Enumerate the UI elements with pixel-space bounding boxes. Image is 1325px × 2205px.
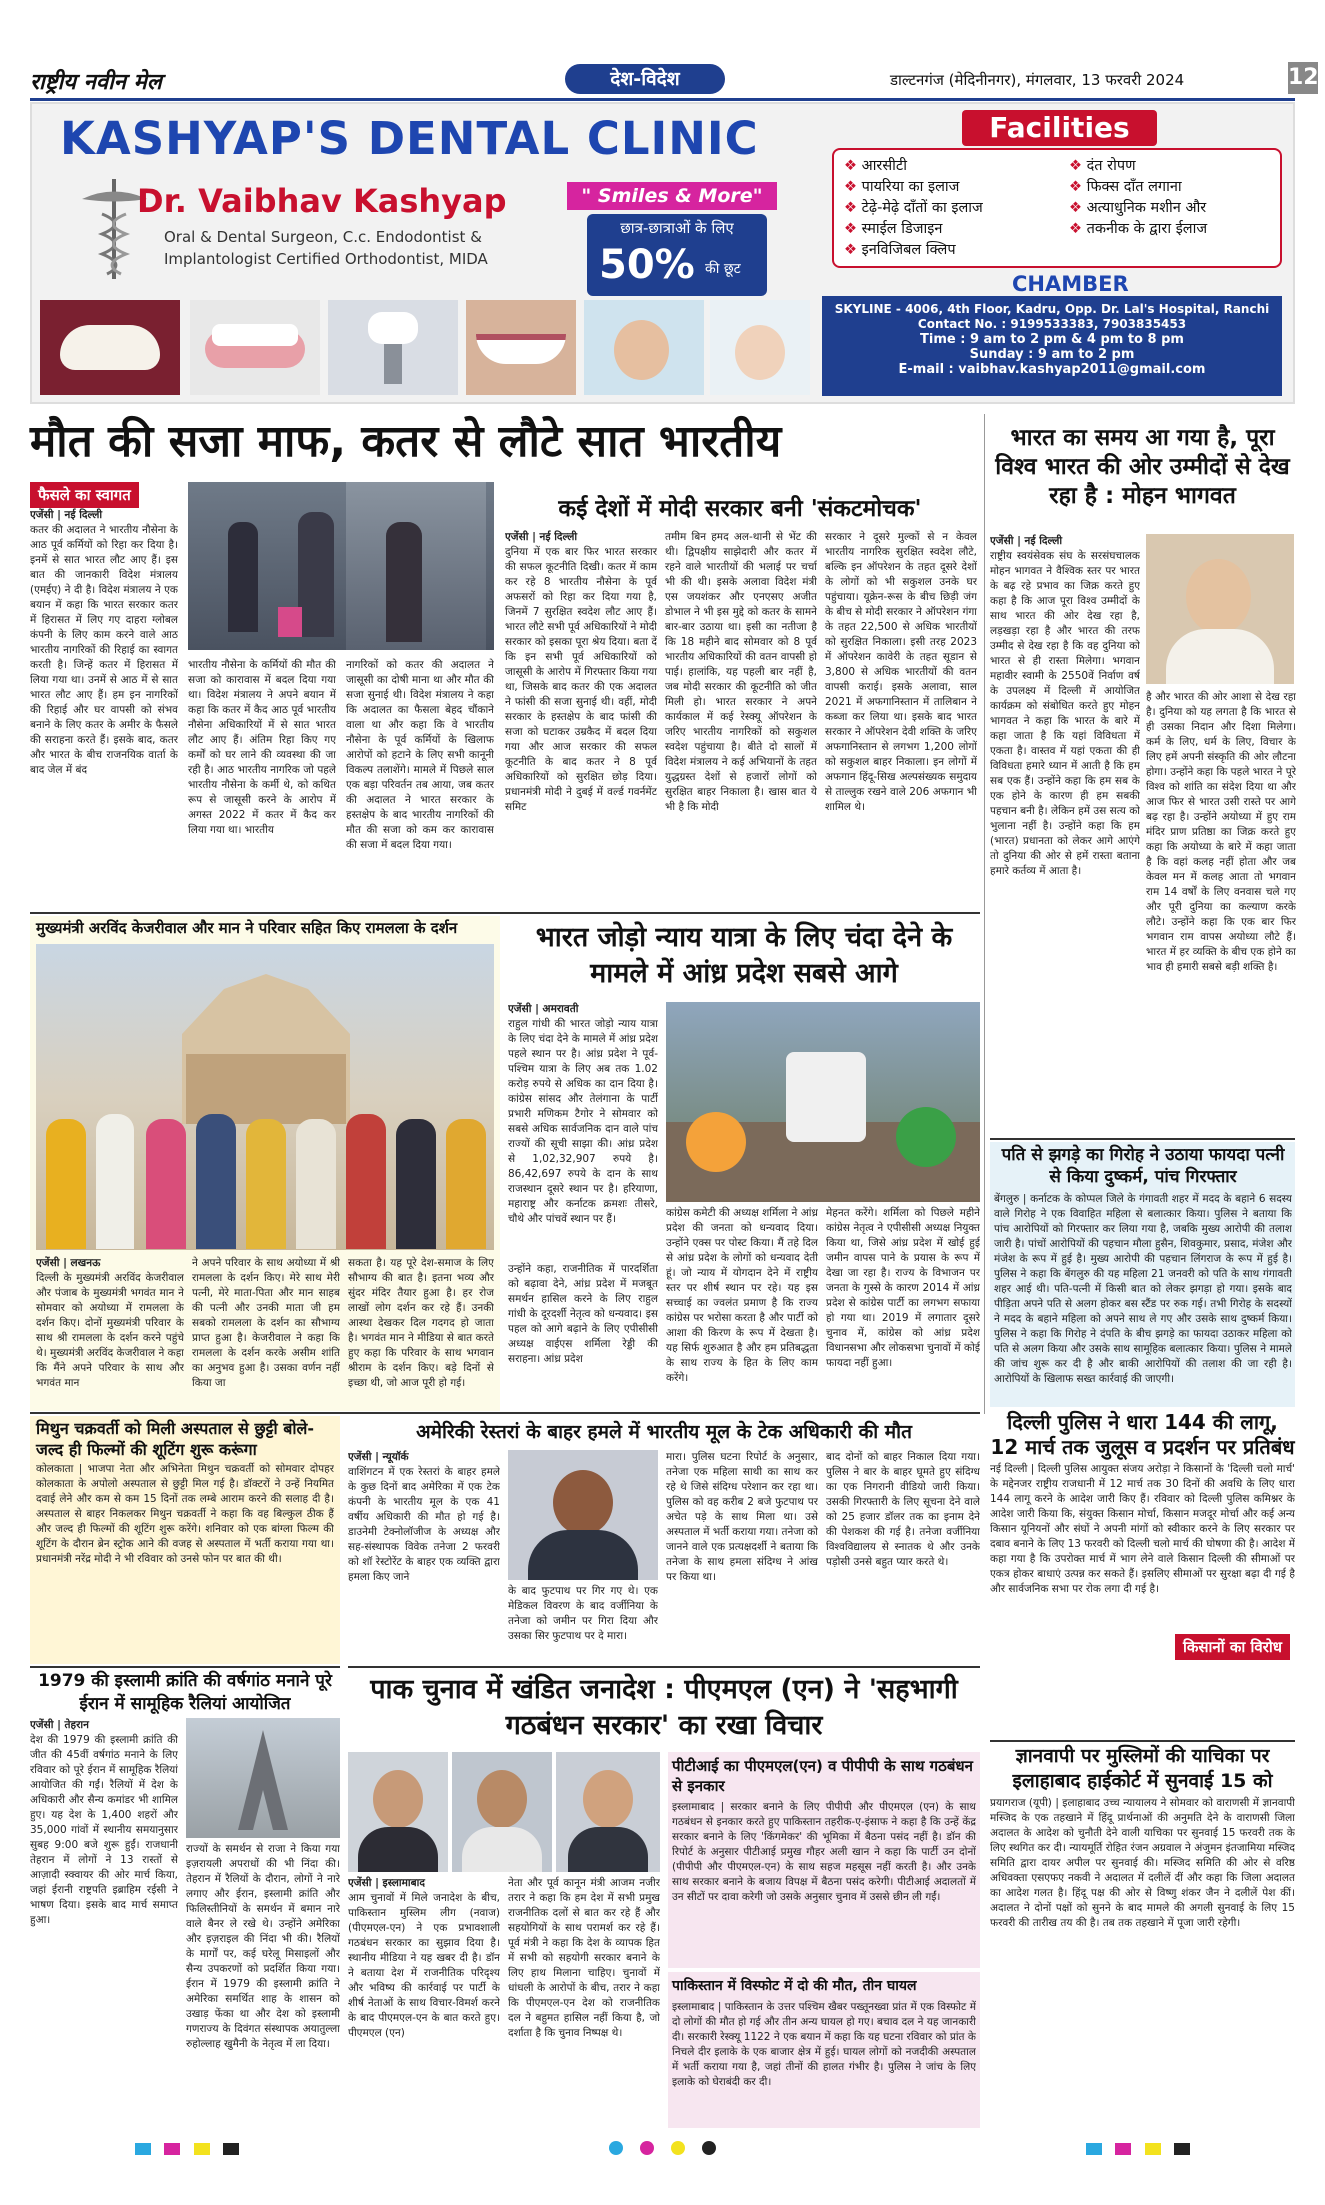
story12-body-col1 <box>348 1876 500 2128</box>
reg-black-block-2 <box>1174 2143 1190 2155</box>
section-label: देश-विदेश <box>565 64 725 94</box>
facility-right-item <box>1069 219 1279 240</box>
rule-mid-3 <box>30 1666 340 1668</box>
story10-body-col2: के बाद फुटपाथ पर गिर गए थे। एक मेडिकल विवरण के बाद वर्जीनिया के तनेजा को जमीन पर गिरा दिया और उसका सिर फुटपाथ पर दे मारा। <box>508 1585 658 1642</box>
story3-body-col2: है और भारत की ओर आशा से देख रहा है। दुनिया को यह लगता है कि भारत से ही उसका निदान और दिशा मिलेगा। कर्म के लिए, धर्म के लिए, विचार के लिए हमें अपनी संस्कृति की ओर लौटना होगा। उन्होंने कहा कि पहले भारत ने पूरे विश्व को शांति का संदेश दिया था और आज फिर से भारत उसी रास्ते पर आगे बढ़ रहा है। उन्होंने अयोध्या में हुए राम मंदिर प्राण प्रतिष्ठा का जिक्र करते हुए कहा कि अयोध्या के बारे में कहा जाता है कि वहां कलह नहीं होता और जब केवल मन में कलह आता तो भगवान राम 14 वर्षों के लिए वनवास चले गए और पूरी दुनिया का कल्याण करके लौटे। उन्होंने कहा कि एक बार फिर भगवान राम वापस अयोध्या लौटे हैं। भारत में हर व्यक्ति के बीच एक होने का भाव ही हमारी सबसे बड़ी शक्ति है। <box>1146 691 1296 973</box>
facility-right-label: तकनीक के द्वारा ईलाज <box>1086 221 1208 237</box>
ram-temple-photo <box>36 944 494 1250</box>
facilities-box <box>832 148 1282 268</box>
tagline: " Smiles & More" <box>567 182 777 210</box>
paper-name: राष्ट्रीय नवीन मेल <box>30 70 162 95</box>
story4-headline: मुख्यमंत्री अरविंद केजरीवाल और मान ने परिवार सहित किए रामलला के दर्शन <box>36 919 458 937</box>
story5-body-col3: कांग्रेस कमेटी की अध्यक्ष शर्मिला ने आंध्र प्रदेश की जनता को धन्यवाद दिया। उन्होंने एक्स पर पोस्ट किया। मैं तहे दिल से आंध्र प्रदेश के लोगों को धन्यवाद देती हूं। जो न्याय में योगदान देने में राष्ट्रीय स्तर पर शीर्ष स्थान पर रहे। यह इस सच्चाई का ज्वलंत प्रमाण है कि राज्य कांग्रेस पर भरोसा करता है और पार्टी को आशा की किरण के रूप में देखता है। यह सिर्फ शुरुआत है और हम प्रतिबद्धता के साथ राज्य के हित के लिए काम करेंगे। <box>666 1207 818 1384</box>
clinic-name: KASHYAP'S DENTAL CLINIC <box>60 112 759 165</box>
discount-label: छात्र-छात्राओं के लिए <box>620 219 734 237</box>
reg-yellow-block <box>194 2143 210 2155</box>
print-registration-bar <box>30 2140 1295 2160</box>
story3-body-col1 <box>990 534 1140 1134</box>
story11-body-col2: राज्यों के समर्थन से राजा ने किया गया इज़रायली अपराधों की भी निंदा की। तेहरान में रैलियों के दौरान, लोगों ने नारे लगाए और ईरान, इस्लामी क्रांति और फिलिस्तीनियों के समर्थन में बमान नारे वाले बैनर ले रखे थे। उन्होंने अमेरिका और इज़राइल की निंदा भी की। रैलियों के मार्गों पर, कई घरेलू मिसाइलों और सैन्य उपकरणों को प्रदर्शित किया गया। ईरान में 1979 की इस्लामी क्रांति ने अमेरिका समर्थित शाह के शासन को उखाड़ फेंका था और देश को इस्लामी गणराज्य के दिवंगत संस्थापक अयातुल्ला रुहोल्लाह खुमैनी के नेतृत्व में ला दिया। <box>186 1843 340 2050</box>
story9-headline: मिथुन चक्रवर्ती को मिली अस्पताल से छुट्टी बोले- जल्द ही फिल्मों की शूटिंग शुरू करूंगा <box>36 1419 314 1459</box>
story10-headline: अमेरिकी रेस्तरां के बाहर हमले में भारतीय मूल के टेक अधिकारी की मौत <box>416 1421 912 1443</box>
story3-headline: भारत का समय आ गया है, पूरा विश्व भारत की ओर उम्मीदों से देख रहा है : मोहन भागवत <box>995 425 1290 509</box>
story5-text-1: राहुल गांधी की भारत जोड़ो न्याय यात्रा के लिए चंदा देने के मामले में आंध्र प्रदेश पहले स्थान पर है। आंध्र प्रदेश ने पूर्व-पश्चिम यात्रा के लिए अब तक 1.02 करोड़ रुपये से अधिक का दान दिया है। कांग्रेस सांसद और तेलंगाना के पार्टी प्रभारी मणिकम टैगोर ने सोमवार को सबसे अधिक सार्वजनिक दान वाले पांच राज्यों की सूची साझा की। आंध्र प्रदेश से 1,02,32,907 रुपये है। 86,42,697 रुपये के दान के साथ राजस्थान दूसरे स्थान पर है। हरियाणा, महाराष्ट्र और कर्नाटक क्रमशः तीसरे, चौथे और पांचवें स्थान पर हैं। <box>508 1018 658 1225</box>
facility-right-item <box>1069 177 1279 198</box>
story5-dateline: एजेंसी | अमरावती <box>508 1003 579 1015</box>
dateline: डाल्टनगंज (मेदिनीनगर), मंगलवार, 13 फरवरी 2024 <box>890 71 1185 89</box>
qualification-1: Oral & Dental Surgeon, C.c. Endodontist & <box>164 228 482 246</box>
chamber-email: E-mail : vaibhav.kashyap2011@gmail.com <box>898 362 1206 377</box>
story10-dateline: एजेंसी | न्यूयॉर्क <box>348 1451 409 1463</box>
story3-dateline: एजेंसी | नई दिल्ली <box>990 535 1063 547</box>
story7-tag: किसानों का विरोध <box>1175 1634 1290 1660</box>
rule-mid-1 <box>30 912 980 914</box>
story1-body-col3: नागरिकों को कतर की अदालत ने जासूसी का दोषी माना था और मौत की सजा सुनाई थी। विदेश मंत्रालय ने कहा कि अदालत का फैसला बेहद चौंकाने वाला था और कहा कि वे भारतीय नौसेना के पूर्व कर्मियों के खिलाफ आरोपों को हटाने के लिए सभी कानूनी विकल्प तलाशेंगे। मामले में पिछले साल एक बड़ा परिवर्तन तब आया, जब कतर की अदालत ने भारत सरकार के हस्तक्षेप के बाद भारतीय नागरिकों की मौत की सजा को कम कर कारावास की सजा में बदल दिया गया। <box>346 659 494 851</box>
story8-body: प्रयागराज (यूपी) | इलाहाबाद उच्च न्यायालय ने सोमवार को वाराणसी में ज्ञानवापी मस्जिद के एक तहखाने में हिंदू प्रार्थनाओं की अनुमति देने के वाराणसी जिला अदालत के आदेश को चुनौती देने वाली याचिका पर सुनवाई 15 फरवरी तक के लिए स्थगित कर दी। न्यायमूर्ति रोहित रंजन अग्रवाल ने अंजुमन इंतजामिया मस्जिद समिति द्वारा दायर अपील पर सुनवाई की। मस्जिद समिति की ओर से वरिष्ठ अधिवक्ता एसएफए नकवी ने अदालत में दलीलें दीं और कहा कि जिला अदालत का आदेश गलत है। हिंदू पक्ष की ओर से विष्णु शंकर जैन ने दलीलें पेश कीं। अदालत ने दोनों पक्षों को सुनने के बाद मामले की अगली सुनवाई के लिए 15 फरवरी की तारीख तय की है। तब तक तहखाने में पूजा जारी रहेगी। <box>990 1797 1295 1929</box>
reg-black-dot <box>702 2141 716 2155</box>
masthead-rule <box>30 98 1295 101</box>
bullet-icon: ❖ <box>844 179 862 195</box>
bullet-icon: ❖ <box>844 200 862 216</box>
reg-magenta-dot <box>640 2141 654 2155</box>
checkup-image <box>584 300 704 395</box>
story5-body-col4: मेहनत करेंगे। शर्मिला को पिछले महीने कांग्रेस नेतृत्व ने एपीसीसी अध्यक्ष नियुक्त किया था, जिसे आंध्र प्रदेश में खोई हुई जमीन वापस पाने के प्रयास के रूप में देखा जा रहा है। राज्य के विभाजन पर जनता के गुस्से के कारण 2014 में आंध्र प्रदेश से कांग्रेस पार्टी का लगभग सफाया हो गया था। 2019 में लगातार दूसरे चुनाव में, कांग्रेस को आंध्र प्रदेश विधानसभा और लोकसभा चुनावों में कोई फायदा नहीं हुआ। <box>826 1207 980 1369</box>
story4-body-col2: ने अपने परिवार के साथ अयोध्या में श्री रामलला के दर्शन किए। मेरे साथ मेरी पत्नी, मेरे माता-पिता और मान साहब की पत्नी और उनकी माता जी हम सबको रामलला के दर्शन का सौभाग्य प्राप्त हुआ है। केजरीवाल ने कहा कि रामलला के दर्शन करके असीम शांति का अनुभव हुआ है। उसका वर्णन नहीं किया जा <box>192 1257 340 1389</box>
facility-left-label: स्माईल डिजाइन <box>861 221 943 237</box>
reg-cyan-dot <box>609 2141 623 2155</box>
story5-body-col2: उन्होंने कहा, राजनीतिक में पारदर्शिता को बढ़ावा देने, आंध्र प्रदेश में मजबूत समर्थन हासिल करने के लिए राहुल गांधी के दूरदर्शी नेतृत्व को धन्यवाद। इस पहल को आगे बढ़ाने के लिए एपीसीसी अध्यक्ष वाईएस शर्मिला रेड्डी की सराहना। आंध्र प्रदेश <box>508 1263 658 1365</box>
story2-headline: कई देशों में मोदी सरकार बनी 'संकटमोचक' <box>558 496 922 522</box>
story2-body-col3: सरकार ने दूसरे मुल्कों से न केवल भारतीय नागरिक सुरक्षित स्वदेश लौटे, बल्कि इन ऑपरेशन के तहत दूसरे देशों के लोगों को भी सकुशल उनके घर पहुंचाया। यूक्रेन-रूस के बीच छिड़ी जंग के बीच से मोदी सरकार ने ऑपरेशन गंगा के तहत 22,500 से अधिक भारतीयों को सुरक्षित निकाला। इसी तरह 2023 में ऑपरेशन कावेरी के तहत सूडान से 3,800 से अधिक भारतीयों की वतन वापसी कराई। इसके अलावा, साल 2021 में अफगानिस्तान में तालिबान ने कब्जा कर लिया था। इसके बाद भारत सरकार ने ऑपरेशन देवी शक्ति के जरिए अफगानिस्तान से लगभग 1,200 लोगों को सकुशल बाहर निकाला। इन लोगों में अफगान हिंदू-सिख अल्पसंख्यक समुदाय से ताल्लुक रखने वाले 206 अफगान भी शामिल थे। <box>825 531 977 813</box>
masthead <box>30 62 1319 98</box>
chamber-address: SKYLINE - 4006, 4th Floor, Kadru, Opp. Dr. Lal's Hospital, Ranchi <box>834 302 1270 316</box>
bullet-icon: ❖ <box>844 221 862 237</box>
story4-dateline: एजेंसी | लखनऊ <box>36 1257 101 1269</box>
story12-box2-body: इस्लामाबाद | पाकिस्तान के उत्तर पश्चिम खैबर पख्तूनख्वा प्रांत में एक विस्फोट में दो लोगों की मौत हो गई और तीन अन्य घायल हो गए। बचाव दल ने यह जानकारी दी। सरकारी रेस्क्यू 1122 ने एक बयान में कहा कि यह घटना रविवार को प्रांत के निचले दीर इलाके के एक बाजार क्षेत्र में हुई। घायल लोगों को नजदीकी अस्पताल में भर्ती कराया गया है, जहां तीनों की हालत गंभीर है। पुलिस ने जांच के लिए इलाके को घेराबंदी कर दी। <box>672 2001 976 2088</box>
chamber-contact: Contact No. : 9199533383, 7903835453 <box>917 317 1187 331</box>
story1-body-col1 <box>30 508 178 908</box>
rule-right-2 <box>990 1740 1295 1742</box>
story7-headline: दिल्ली पुलिस ने धारा 144 की लागू, 12 मार्च तक जुलूस व प्रदर्शन पर प्रतिबंध <box>990 1410 1295 1459</box>
story10-body-col4: बाद दोनों को बाहर निकाल दिया गया। पुलिस ने बार के बाहर घूमते हुए संदिग्ध का एक निगरानी वीडियो जारी किया। उसकी गिरफ्तारी के लिए सूचना देने वाले को 25 हजार डॉलर तक का इनाम देने की पेशकश की गई है। तनेजा वर्जीनिया विश्वविद्यालय से स्नातक थे और उनके पड़ोसी उनसे बहुत प्यार करते थे। <box>826 1451 980 1568</box>
facility-left-item <box>844 177 1069 198</box>
story11-dateline: एजेंसी | तेहरान <box>30 1719 89 1731</box>
facility-left-label: आरसीटी <box>861 158 907 174</box>
story7-body: नई दिल्ली | दिल्ली पुलिस आयुक्त संजय अरोड़ा ने किसानों के 'दिल्ली चलो मार्च' के मद्देनजर राष्ट्रीय राजधानी में 12 मार्च तक 30 दिनों की अवधि के लिए धारा 144 लागू करने के आदेश जारी किए हैं। रविवार को दिल्ली पुलिस कमिश्नर के आदेश जारी किया कि, संयुक्त किसान मोर्चा, किसान मजदूर मोर्चा और कई अन्य किसान यूनियनों और संघों ने अपनी मांगों को स्वीकार करने के लिए सरकार पर दबाव बनाने के लिए 13 फरवरी को दिल्ली चलो मार्च की घोषणा की है। आदेश में कहा गया है कि उपरोक्त मार्च में भाग लेने वाले किसान दिल्ली की सीमाओं पर एकत्र होकर बाधाएं उत्पन्न कर सकते हैं। इसलिए सीमाओं पर सुरक्षा बढ़ा दी गई है और सार्वजनिक सभा पर रोक लगा दी गई है। <box>990 1463 1295 1595</box>
story3-text-1: राष्ट्रीय स्वयंसेवक संघ के सरसंघचालक मोहन भागवत ने वैश्विक स्तर पर भारत के बढ़ रहे प्रभाव का जिक्र करते हुए कहा है कि आज पूरा विश्व उम्मीदों के साथ भारत की ओर देख रहा है, लड़खड़ा रहा है और भारत की तरफ उम्मीद से देख रहा है कि वह दुनिया को भारत से ही रास्ता मिलेगा। भगवान महावीर स्वामी के 2550वें निर्वाण वर्ष के उपलक्ष्य में दिल्ली में आयोजित कार्यक्रम को संबोधित करते हुए मोहन भागवत ने कहा कि भारत के बारे में कहा जाता है कि यहां विविधता में एकता है। वास्तव में यहां एकता की ही विविधता हमारे ध्यान में आती है कि हम सब एक हैं। उन्होंने कहा कि हम सब के एक होने के कारण ही हम सबकी पहचान बनी है। लेकिन हमें उस सत्य को भुलाना नहीं है। उन्होंने कहा कि हम (भारत) प्रधानता को लेकर आगे आएंगे तो दुनिया की ओर से हमें रास्ता बताना हमारे कर्तव्य में आता है। <box>990 550 1140 877</box>
rule-right-1 <box>990 1138 1295 1140</box>
story4-body-col1 <box>36 1256 184 1406</box>
story6-body: बेंगलुरु | कर्नाटक के कोप्पल जिले के गंगावती शहर में मदद के बहाने 6 सदस्य वाले गिरोह ने एक विवाहित महिला से बलात्कार किया। पुलिस ने बताया कि पांच आरोपियों को गिरफ्तार कर लिया गया है, जबकि मुख्य आरोपी की तलाश जारी है। पांचों आरोपियों की पहचान मौला हुसैन, शिवकुमार, प्रसाद, मंजेश और मंजेश के रूप में हुई है। मुख्य आरोपी की पहचान लिंगराज के रूप में हुई है। पुलिस ने कहा कि बेंगलुरु की यह महिला 21 जनवरी को पति के साथ गंगावती शहर आई थी। पति-पत्नी में किसी बात को लेकर झगड़ा हो गया। इसके बाद पीड़िता अपने पति से अलग होकर बस स्टैंड पर रुक गई। तभी गिरोह के सदस्यों ने मदद के बहाने महिला को अपने साथ ले गए और उसके साथ दुष्कर्म किया। पुलिस ने कहा कि गिरोह ने दंपति के बीच झगड़े का फायदा उठाकर महिला को पति से अलग किया और उसके साथ सामूहिक बलात्कार किया। पुलिस ने मामले की जांच शुरू कर दी है और बाकी आरोपियों की तलाश की जा रही है। आरोपियों के खिलाफ सख्त कार्रवाई की जाएगी। <box>994 1193 1292 1385</box>
story1-headline: मौत की सजा माफ, कतर से लौटे सात भारतीय <box>30 416 782 467</box>
qualification-2: Implantologist Certified Orthodontist, MIDA <box>164 250 488 268</box>
facility-right-label: फिक्स दाँत लगाना <box>1086 179 1182 195</box>
facility-left-item <box>844 156 1069 177</box>
dental-clinic-ad <box>30 102 1295 404</box>
reg-yellow-block-2 <box>1145 2143 1161 2155</box>
bullet-icon: ❖ <box>844 242 862 258</box>
facility-right-item <box>1069 198 1279 219</box>
story5-headline: भारत जोड़ो न्याय यात्रा के लिए चंदा देने के मामले में आंध्र प्रदेश सबसे आगे <box>535 922 953 989</box>
chamber-box <box>822 296 1282 396</box>
discount-value: 50% <box>599 242 695 288</box>
facility-left-label: इनविजिबल क्लिप <box>861 242 956 258</box>
story1-dateline: एजेंसी | नई दिल्ली <box>30 509 103 521</box>
smile-image <box>466 300 576 395</box>
reg-magenta-block-2 <box>1115 2143 1131 2155</box>
story11-text-1: देश की 1979 की इस्लामी क्रांति की जीत की 45वीं वर्षगांठ मनाने के लिए रविवार को पूरे ईरान में सामूहिक रैलियां आयोजित की गईं। रैलियों में देश के अधिकारी और सैन्य कमांडर भी शामिल हुए। यह देश के 1,400 शहरों और 35,000 गांवों में स्थानीय समयानुसार सुबह 9:00 बजे शुरू हुईं। राजधानी तेहरान में लोगों ने 13 रास्तों से आज़ादी स्क्वायर की ओर मार्च किया, जहां ईरानी राष्ट्रपति इब्राहिम रईसी ने भाषण दिया। इसके बाद मार्च समाप्त हुआ। <box>30 1734 178 1926</box>
rule-mid-4 <box>348 1666 980 1668</box>
story12-box1-title: पीटीआई का पीएमएल(एन) व पीपीपी के साथ गठबंधन से इनकार <box>672 1757 973 1795</box>
story1-text-1: कतर की अदालत ने भारतीय नौसेना के आठ पूर्व कर्मियों को रिहा कर दिया है। इनमें से सात भारत लौट आए हैं। इस बात की जानकारी विदेश मंत्रालय (एमईए) ने दी है। विदेश मंत्रालय ने एक बयान में कहा कि भारत सरकार कतर में हिरासत में लिए गए दाहरा ग्लोबल कंपनी के लिए काम करने वाले आठ भारतीय नागरिकों की रिहाई का स्वागत करती है। जिन्हें कतर में हिरासत में लिया गया था। उनमें से आठ में से सात भारत लौट आए हैं। हम इन नागरिकों की रिहाई और घर वापसी को संभव बनाने के लिए कतर के अमीर के फैसले की सराहना करते हैं। इसके बाद, कतर और भारत के बीच राजनयिक वार्ता के बाद जेल में बंद <box>30 524 178 776</box>
story10-text-1: वाशिंगटन में एक रेस्तरां के बाहर हमले के कुछ दिनों बाद अमेरिका में एक टेक कंपनी के भारतीय मूल के एक 41 वर्षीय अधिकारी की मौत हो गई है। डाउनेमी टेक्नोलॉजीज के अध्यक्ष और सह-संस्थापक विवेक तनेजा 2 फरवरी को शॉ रेस्टोरेंट के बाहर एक व्यक्ति द्वारा हमला किए जाने <box>348 1466 500 1583</box>
chamber-time: Time : 9 am to 2 pm & 4 pm to 8 pm <box>920 332 1184 347</box>
story6-headline: पति से झगड़े का गिरोह ने उठाया फायदा पत्नी से किया दुष्कर्म, पांच गिरफ्तार <box>1001 1145 1285 1187</box>
bullet-icon: ❖ <box>1069 179 1087 195</box>
story12-text-1: आम चुनावों में मिले जनादेश के बीच, पाकिस्तान मुस्लिम लीग (नवाज) (पीएमएल-एन) ने एक प्रभावशाली गठबंधन सरकार का सुझाव दिया है। स्थानीय मीडिया ने यह खबर दी है। डॉन ने बताया देश में राजनीतिक परिदृश्य और भविष्य की कार्रवाई पर पार्टी के शीर्ष नेताओं के साथ विचार-विमर्श करने के बाद पीएमएल-एन के बात करते हुए। पीएमएल (एन) <box>348 1892 500 2039</box>
story2-body-col2: तमीम बिन हमद अल-थानी से भेंट की थी। द्विपक्षीय साझेदारी और कतर में रहने वाले भारतीयों की भलाई पर चर्चा भी की थी। इसके अलावा विदेश मंत्री एस जयशंकर और एनएसए अजीत डोभाल ने भी इस मुद्दे को कतर के सामने बार-बार उठाया था। इसी का नतीजा है कि 18 महीने बाद सोमवार को 8 पूर्व भारतीय अधिकारियों की वतन वापसी हो पाई। हालांकि, यह पहली बार नहीं है, जब मोदी सरकार की कूटनीति को जीत मिली हो। भारत सरकार ने अपने कार्यकाल में कई रेस्क्यू ऑपरेशन के जरिए भारतीय नागरिकों को सकुशल स्वदेश पहुंचाया है। बीते दो सालों में विदेश मंत्रालय ने कई अभियानों के तहत युद्धग्रस्त देशों से हजारों लोगों को सुरक्षित बाहर निकाला है। खास बात ये भी है कि मोदी <box>665 531 817 813</box>
facility-left-item <box>844 219 1069 240</box>
story12-body-col2: नेता और पूर्व कानून मंत्री आजम नजीर तरार ने कहा कि हम देश में सभी प्रमुख राजनीतिक दलों से बात कर रहे हैं और सहयोगियों के साथ परामर्श कर रहे हैं। पूर्व मंत्री ने कहा कि देश के व्यापक हित में सभी को सहयोगी सरकार बनाने के लिए हाथ मिलाना चाहिए। चुनावों में धांधली के आरोपों के बीच, तरार ने कहा कि पीएमएल-एन देश को राजनीतिक दल ने बहुमत हासिल नहीं किया है, जो दर्शाता है कि चुनाव निष्पक्ष थे। <box>508 1877 660 2039</box>
story2-dateline: एजेंसी | नई दिल्ली <box>505 531 578 543</box>
bullet-icon: ❖ <box>1069 158 1087 174</box>
facility-left-label: पायरिया का इलाज <box>861 179 960 195</box>
story12-box2-title: पाकिस्तान में विस्फोट में दो की मौत, तीन घायल <box>672 1978 917 1994</box>
vivek-taneja-photo <box>508 1450 658 1580</box>
bullet-icon: ❖ <box>1069 221 1087 237</box>
facility-right-label: अत्याधुनिक मशीन और <box>1086 200 1207 216</box>
bullet-icon: ❖ <box>844 158 862 174</box>
page-number: 12 <box>1288 62 1318 94</box>
reg-cyan-block-2 <box>1086 2143 1102 2155</box>
imran-khan-photo <box>452 1752 552 1872</box>
story1-body-col2: भारतीय नौसेना के कर्मियों की मौत की सजा को कारावास में बदल दिया गया था। विदेश मंत्रालय ने अपने बयान में कहा कि कतर में कैद आठ पूर्व भारतीय नौसेना अधिकारियों में से सात भारत लौट आए हैं। अंतिम रिहा किए गए कर्मों को घर लाने की व्यवस्था की जा रही है। आठ भारतीय नागरिक जो पहले भारतीय नौसेना के कर्मी थे, को कथित रूप से जासूसी करने के आरोप में अगस्त 2022 में कतर में कैद कर लिया गया था। भारतीय <box>188 659 336 836</box>
story9-body: कोलकाता | भाजपा नेता और अभिनेता मिथुन चक्रवर्ती को सोमवार दोपहर कोलकाता के अपोलो अस्पताल से छुट्टी मिल गई है। डॉक्टरों ने उन्हें नियमित दवाई लेने और कम से कम 15 दिनों तक लम्बे आराम करने की सलाह दी है। अस्पताल से बाहर निकलकर मिथुन चक्रवर्ती ने कहा कि वह बिल्कुल ठीक हैं और जल्द ही फिल्मों की शूटिंग शुरू करेंगे। शनिवार को एक बांग्ला फिल्म की शूटिंग के दौरान ब्रेन स्ट्रोक आने की वजह से अस्पताल में भर्ती कराया गया था। प्रधानमंत्री नरेंद्र मोदी ने भी रविवार को उनसे फोन पर बात की थी। <box>36 1463 334 1565</box>
denture-model-image <box>190 300 320 395</box>
reg-cyan-block <box>135 2143 151 2155</box>
nawaz-sharif-photo <box>556 1752 660 1872</box>
story12-dateline: एजेंसी | इस्लामाबाद <box>348 1877 425 1889</box>
facilities-right-list <box>1069 156 1279 240</box>
story8-headline: ज्ञानवापी पर मुस्लिमों की याचिका पर इलाहाबाद हाईकोर्ट में सुनवाई 15 को <box>1012 1745 1273 1792</box>
story4-body-col3: सकता है। यह पूरे देश-समाज के लिए सौभाग्य की बात है। इतना भव्य और सुंदर मंदिर तैयार हुआ है। हर रोज लाखों लोग दर्शन कर रहे हैं। उनकी आस्था देखकर दिल गदगद हो जाता है। भगवंत मान ने मीडिया से बात करते हुए कहा कि परिवार के साथ भगवान श्रीराम के दर्शन किए। बड़े दिनों से इच्छा थी, जो आज पूरी हो गई। <box>348 1257 494 1389</box>
tehran-rally-photo <box>186 1718 340 1838</box>
rahul-gandhi-yatra-photo <box>666 1002 980 1202</box>
story10-body-col3: मारा। पुलिस घटना रिपोर्ट के अनुसार, तनेजा एक महिला साथी का साथ कर रहे थे जिसे संदिग्ध परेशान कर रहा था। पुलिस को वह करीब 2 बजे फुटपाथ पर अचेत पड़े के साथ मिला था। उसे अस्पताल में भर्ती कराया गया। तनेजा को जानने वाले एक प्रत्यक्षदर्शी ने बताया कि तनेजा के साथ हमला संदिग्ध ने आंख पर किया था। <box>666 1451 818 1583</box>
zardari-photo <box>348 1752 448 1872</box>
story2-text-1: दुनिया में एक बार फिर भारत सरकार की सफल कूटनीति दिखी। कतर में काम कर रहे 8 भारतीय नौसेना के पूर्व अफसरों को रिहा कर दिया गया है, जिनमें 7 सुरक्षित स्वदेश लौट आए हैं। भारत लौटे सभी पूर्व अधिकारियों ने मोदी सरकार को इसका पूरा श्रेय दिया। बता दें कि इन सभी पूर्व अधिकारियों को जासूसी के आरोप में गिरफ्तार किया गया था, जिसके बाद कतर की एक अदालत ने फांसी की सजा सुनाई थी। वहीं, मोदी सरकार के हस्तक्षेप के बाद फांसी की सजा को घटाकर उम्रकैद में बदल दिया गया और आज सरकार की सफल कूटनीति के बाद कतर ने 8 पूर्व अधिकारियों को सुरक्षित छोड़ दिया। प्रधानमंत्री मोदी ने दुबई में वर्ल्ड गवर्नमेंट समिट <box>505 546 657 813</box>
story11-body-col1 <box>30 1718 178 2128</box>
story5-body-col1 <box>508 1002 658 1262</box>
bullet-icon: ❖ <box>1069 200 1087 216</box>
facilities-left-list <box>844 156 1069 261</box>
story1-tag: फैसले का स्वागत <box>30 482 139 508</box>
reg-black-block <box>223 2143 239 2155</box>
reg-magenta-block <box>164 2143 180 2155</box>
dentures-image <box>40 300 180 395</box>
story1-photo-2 <box>346 482 486 650</box>
rule-right-col <box>984 414 985 1414</box>
chamber-title: CHAMBER <box>1012 272 1129 296</box>
story4-text-1: दिल्ली के मुख्यमंत्री अरविंद केजरीवाल और पंजाब के मुख्यमंत्री भगवंत मान ने सोमवार को अयोध्या में रामलला के दर्शन किए। दोनों मुख्यमंत्री परिवार के साथ श्री रामलला के दर्शन करने पहुंचे थे। मुख्यमंत्री अरविंद केजरीवाल ने कहा कि मैंने अपने परिवार के साथ और भगवंत मान <box>36 1272 184 1389</box>
story10-body-col1 <box>348 1450 500 1662</box>
doctor-name: Dr. Vaibhav Kashyap <box>137 182 507 220</box>
reg-yellow-dot <box>671 2141 685 2155</box>
mohan-bhagwat-photo <box>1146 534 1294 684</box>
implant-image <box>328 300 458 395</box>
facility-left-label: टेढ़े-मेढ़े दाँतों का इलाज <box>861 200 983 216</box>
discount-box <box>587 214 767 296</box>
discount-suffix: की छूट <box>705 261 741 277</box>
story11-headline: 1979 की इस्लामी क्रांति की वर्षगांठ मनाने पूरे ईरान में सामूहिक रैलियां आयोजित <box>38 1671 332 1714</box>
story12-box1-body: इस्लामाबाद | सरकार बनाने के लिए पीपीपी और पीएमएल (एन) के साथ गठबंधन से इनकार करते हुए पाकिस्तान तहरीक-ए-इंसाफ ने कहा है कि उन्हें केंद्र सरकार बनाने के लिए 'किंगमेकर' की भूमिका में बैठना पसंद नहीं है। डॉन की रिपोर्ट के अनुसार पीटीआई प्रमुख गौहर अली खान ने कहा कि पार्टी उन दोनों (पीपीपी और पीएमएल-एन) के साथ सहज महसूस नहीं करती है। और उनके साथ सरकार बनाने के बजाय विपक्ष में बैठना पसंद करेगी। पीटीआई अदालतों में उन सीटों पर दावा करेगी जो उसके अनुसार चुनाव में उससे छीन ली गईं। <box>672 1801 976 1903</box>
chamber-sunday: Sunday : 9 am to 2 pm <box>969 347 1135 362</box>
facilities-title: Facilities <box>962 110 1157 146</box>
facility-left-item <box>844 198 1069 219</box>
facility-right-item <box>1069 156 1279 177</box>
facility-left-item <box>844 240 1069 261</box>
story2-body-col1 <box>505 530 657 910</box>
story12-headline: पाक चुनाव में खंडित जनादेश : पीएमएल (एन) ने 'सहभागी गठबंधन सरकार' का रखा विचार <box>370 1674 958 1741</box>
dentist-image <box>710 300 810 395</box>
facility-right-label: दंत रोपण <box>1086 158 1136 174</box>
rule-mid-2 <box>30 1412 980 1414</box>
